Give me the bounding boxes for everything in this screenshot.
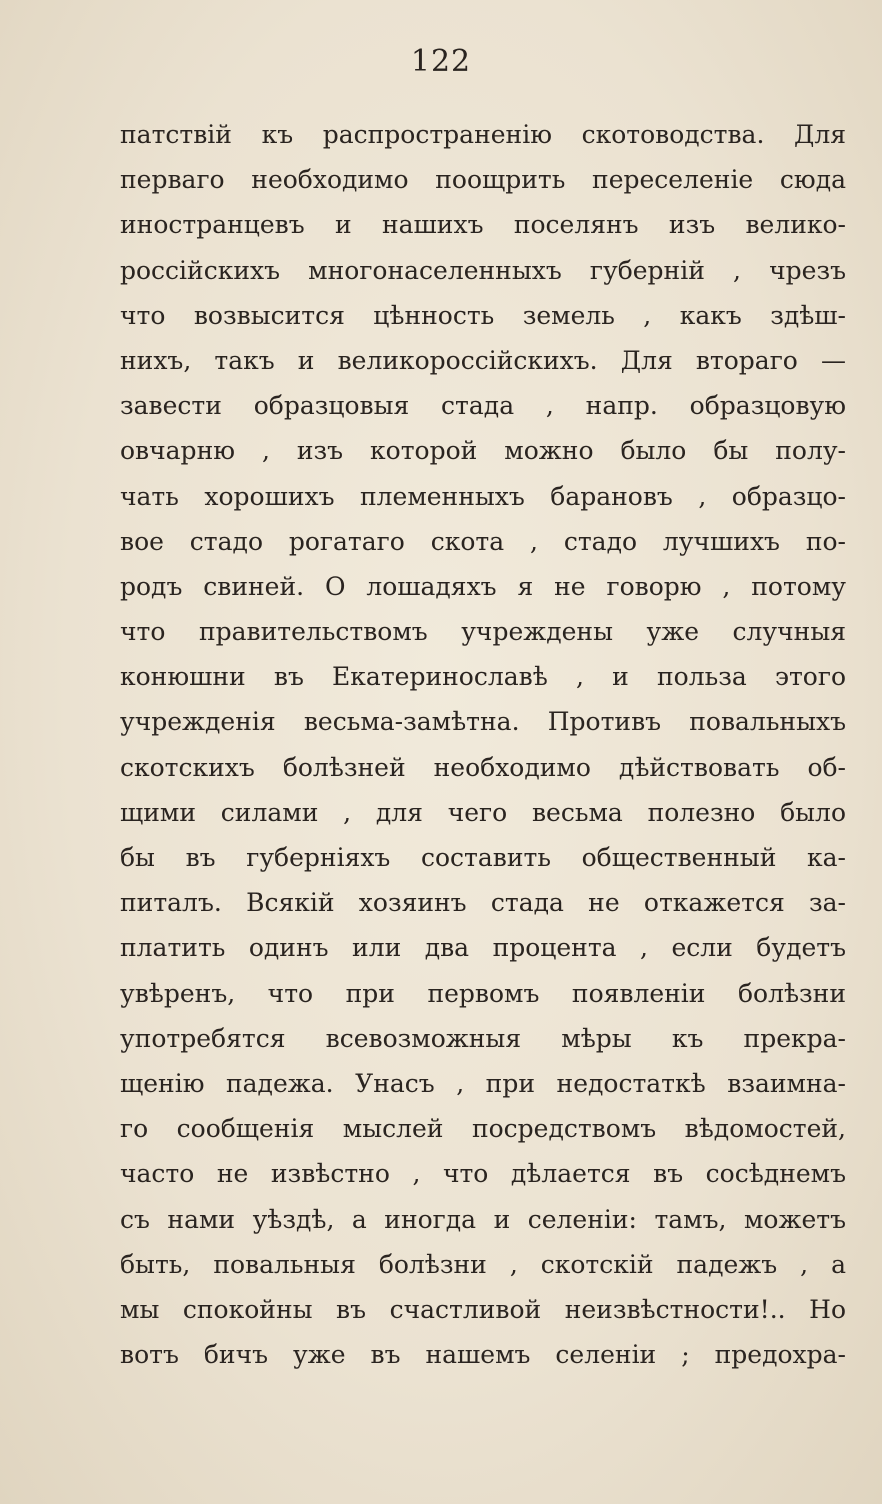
- text-line: вое стадо рогатаго скота , стадо лучшихъ по-: [120, 526, 846, 556]
- text-line: щими силами , для чего весьма полезно было: [120, 797, 846, 827]
- text-line: го сообщенія мыслей посредствомъ вѣдомостей,: [120, 1114, 846, 1144]
- text-line: съ нами уѣздѣ, а иногда и селеніи: тамъ, можетъ: [120, 1204, 846, 1234]
- text-line: завести образцовыя стада , напр. образцовую: [120, 391, 846, 421]
- text-line: бы въ губерніяхъ составить общественный ка-: [120, 843, 846, 872]
- text-line: употребятся всевозможныя мѣры къ прекра-: [120, 1023, 846, 1053]
- text-line: платить одинъ или два процента , если будетъ: [120, 933, 846, 963]
- text-line: чать хорошихъ племенныхъ барановъ , образцо-: [120, 481, 846, 511]
- text-line: иностранцевъ и нашихъ поселянъ изъ велико-: [120, 210, 846, 240]
- text-line: патствій къ распространенію скотоводства. Для: [120, 120, 846, 149]
- text-line: учрежденія весьма-замѣтна. Противъ повальныхъ: [120, 707, 846, 737]
- text-line: быть, повальныя болѣзни , скотскій падежъ , а: [120, 1249, 846, 1279]
- text-line: мы спокойны въ счастливой неизвѣстности!.. Но: [120, 1294, 846, 1324]
- text-line: перваго необходимо поощрить переселеніе сюда: [120, 165, 846, 195]
- body-text: [120, 112, 846, 1377]
- text-line: что правительствомъ учреждены уже случныя: [120, 617, 846, 647]
- text-line: россійскихъ многонаселенныхъ губерній , чрезъ: [120, 255, 846, 285]
- text-line: часто не извѣстно , что дѣлается въ сосѣднемъ: [120, 1159, 846, 1189]
- text-line: щенію падежа. Унасъ , при недостаткѣ взаимна-: [120, 1068, 846, 1098]
- text-line: овчарню , изъ которой можно было бы полу-: [120, 436, 846, 466]
- text-line: родъ свиней. О лошадяхъ я не говорю , потому: [120, 571, 846, 601]
- text-line: скотскихъ болѣзней необходимо дѣйствовать об-: [120, 752, 846, 782]
- text-line: что возвысится цѣнность земель , какъ здѣш-: [120, 300, 846, 330]
- text-line: вотъ бичъ уже въ нашемъ селеніи ; предохра-: [120, 1340, 846, 1370]
- text-line: нихъ, такъ и великороссійскихъ. Для втораго —: [120, 345, 846, 375]
- page-number: 122: [410, 44, 472, 79]
- text-line: увѣренъ, что при первомъ появленіи болѣзни: [120, 978, 846, 1008]
- text-line: питалъ. Всякій хозяинъ стада не откажется за-: [120, 888, 846, 918]
- text-line: конюшни въ Екатеринославѣ , и польза этого: [120, 662, 846, 692]
